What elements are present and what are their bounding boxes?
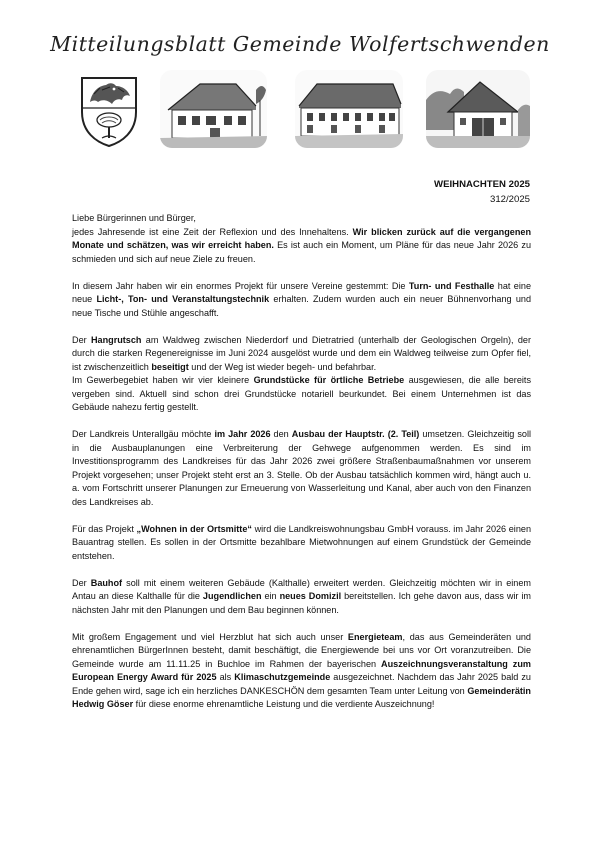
text-run: umsetzen. Gleichzeitig soll in die Ausbauplanungen eine Verbreiterung der Gehwege aufgenommen werden. Es sind im Investitionsprogramm des Landkreises für das Jahr 2026 zwei größere Straßenbaumaßnahmen vor unserem Projekt vorgesehen; unser Projekt steht erst an 3. Stelle. Ob der Ausbau tatsächlich kommen wird, hängt auch u. a. vom Fortschritt unserer Planungen zur Erneuerung von Wasserleitung und Kanal, aber auch von den Finanzen des Landkreises ab.	[72, 429, 531, 507]
bold-text: Gemeinderätin Hedwig Göser	[72, 685, 531, 709]
bold-text: Klimaschutzgemeinde	[234, 672, 331, 682]
bold-text: Hangrutsch	[90, 334, 142, 345]
bold-text: im Jahr 2026	[214, 429, 271, 439]
text-run: Der Landkreis Unterallgäu möchte	[72, 429, 215, 439]
bold-text: Jugendlichen	[202, 591, 262, 601]
issue-number: 312/2025	[489, 194, 530, 205]
text-run: ein	[261, 591, 280, 601]
paragraph-energieteam	[72, 631, 531, 712]
paragraph-hangrutsch	[72, 334, 531, 375]
text-run: als	[216, 672, 235, 682]
text-run: für diese enorme ehrenamtliche Leistung und die verdiente Auszeichnung!	[133, 699, 435, 709]
masthead-title: Mitteilungsblatt Gemeinde Wolfertschwenden	[50, 32, 550, 56]
text-run: und der Weg ist wieder begeh- und befahrbar.	[188, 361, 377, 372]
bold-text: Wir blicken zurück auf die vergangenen Monate und schätzen, was wir erreicht haben.	[72, 226, 531, 250]
letter-greeting: Liebe Bürgerinnen und Bürger,	[72, 213, 196, 223]
bold-text: Ausbau der Hauptstr. (2. Teil)	[291, 429, 420, 439]
text-run: Es ist auch ein Moment, um Pläne für das neue Jahr 2026 zu schmieden und sich auf neue Ziele zu freuen.	[72, 240, 532, 264]
text-run: bereitstellen. Ich gehe davon aus, dass wir im nächsten Jahr mit den Planungen und dem Bau beginnen können.	[72, 591, 531, 615]
paragraph-bauhof	[72, 577, 531, 618]
building-photo-1	[160, 70, 267, 148]
text-run: ausgezeichnet. Nachdem das Jahr 2025 bald zu Ende gehen wird, sage ich ein herzliches DANKESCHÖN dem gesamten Team unter Leitung von	[72, 672, 531, 696]
text-run: Der	[72, 577, 91, 588]
text-run: , das aus Gemeinderäten und ehrenamtlichen BürgerInnen besteht, damit beschäftigt, die Energiewende bei uns vor Ort voranzutreiben. Die Gemeinde wurde am 11.11.25 in Buchloe im Rahmen der bayerischen	[72, 631, 531, 669]
paragraph-festhalle	[72, 280, 531, 321]
text-run: soll mit einem weiteren Gebäude (Kalthalle) erweitert werden. Gleichzeitig möchten wir in einem Antau an diese Kalthalle für die	[72, 577, 531, 601]
bold-text: Bauhof	[90, 577, 123, 588]
text-run: den	[270, 429, 292, 439]
text-run: Im Gewerbegebiet haben wir vier kleinere	[72, 375, 254, 385]
text-run: jedes Jahresende ist eine Zeit der Reflexion und des Innehaltens.	[72, 226, 353, 237]
text-run: am Waldweg zwischen Niederdorf und Dietratried (unterhalb der Geologischen Orgeln), der durch die starken Regenereignisse im Juni 2024 ausgelöst wurde und dem ein Waldweg teilweise zum Opfer fiel, ist zwischenzeitlich	[72, 334, 531, 372]
bold-text: Energieteam	[347, 631, 403, 642]
paragraph-wohnen	[72, 523, 531, 564]
bold-text: Licht-, Ton- und Veranstaltungstechnik	[96, 294, 270, 304]
text-run: ausgewiesen, die alle bereits vergeben sind. Aktuell sind schon drei Grundstücke notariell beurkundet. Bei einem Unternehmen ist das Gebäude nahezu fertig gestellt.	[72, 375, 531, 412]
building-photo-2	[295, 70, 403, 148]
text-run: Mit großem Engagement und viel Herzblut hat sich auch unser	[72, 631, 348, 642]
text-run: erhalten. Zudem wurden auch ein neuer Bühnenvorhang und neue Tische und Stühle angeschafft.	[72, 294, 532, 318]
paragraph-gewerbegebiet	[72, 374, 531, 415]
bold-text: Grundstücke für örtliche Betriebe	[253, 375, 405, 385]
paragraph-hauptstrasse	[72, 428, 531, 509]
text-run: hat eine neue	[72, 280, 531, 304]
text-run: Für das Projekt	[72, 523, 137, 534]
building-photo-3	[426, 70, 530, 148]
bold-text: neues Domizil	[279, 591, 342, 601]
bold-text: Auszeichnungsveranstaltung zum European Energy Award für 2025	[72, 658, 531, 682]
letter-body	[72, 212, 531, 725]
text-run: wird die Landkreiswohnungsbau GmbH vorauss. im Jahr 2026 einen Bauantrag stellen. Es sollen in der Ortsmitte bezahlbare Mietwohnungen auf einem Grundstück der Gemeinde entstehen.	[72, 523, 532, 561]
coat-of-arms-icon	[78, 74, 140, 148]
bold-text: „Wohnen in der Ortsmitte“	[136, 523, 252, 534]
issue-info	[434, 177, 530, 207]
bold-text: beseitigt	[151, 361, 189, 372]
text-run: Der	[72, 334, 91, 345]
issue-title: WEIHNACHTEN 2025	[434, 179, 530, 190]
paragraph-year-review	[72, 226, 531, 267]
bold-text: Turn- und Festhalle	[408, 280, 495, 291]
text-run: In diesem Jahr haben wir ein enormes Projekt für unsere Vereine gestemmt: Die	[72, 280, 409, 291]
